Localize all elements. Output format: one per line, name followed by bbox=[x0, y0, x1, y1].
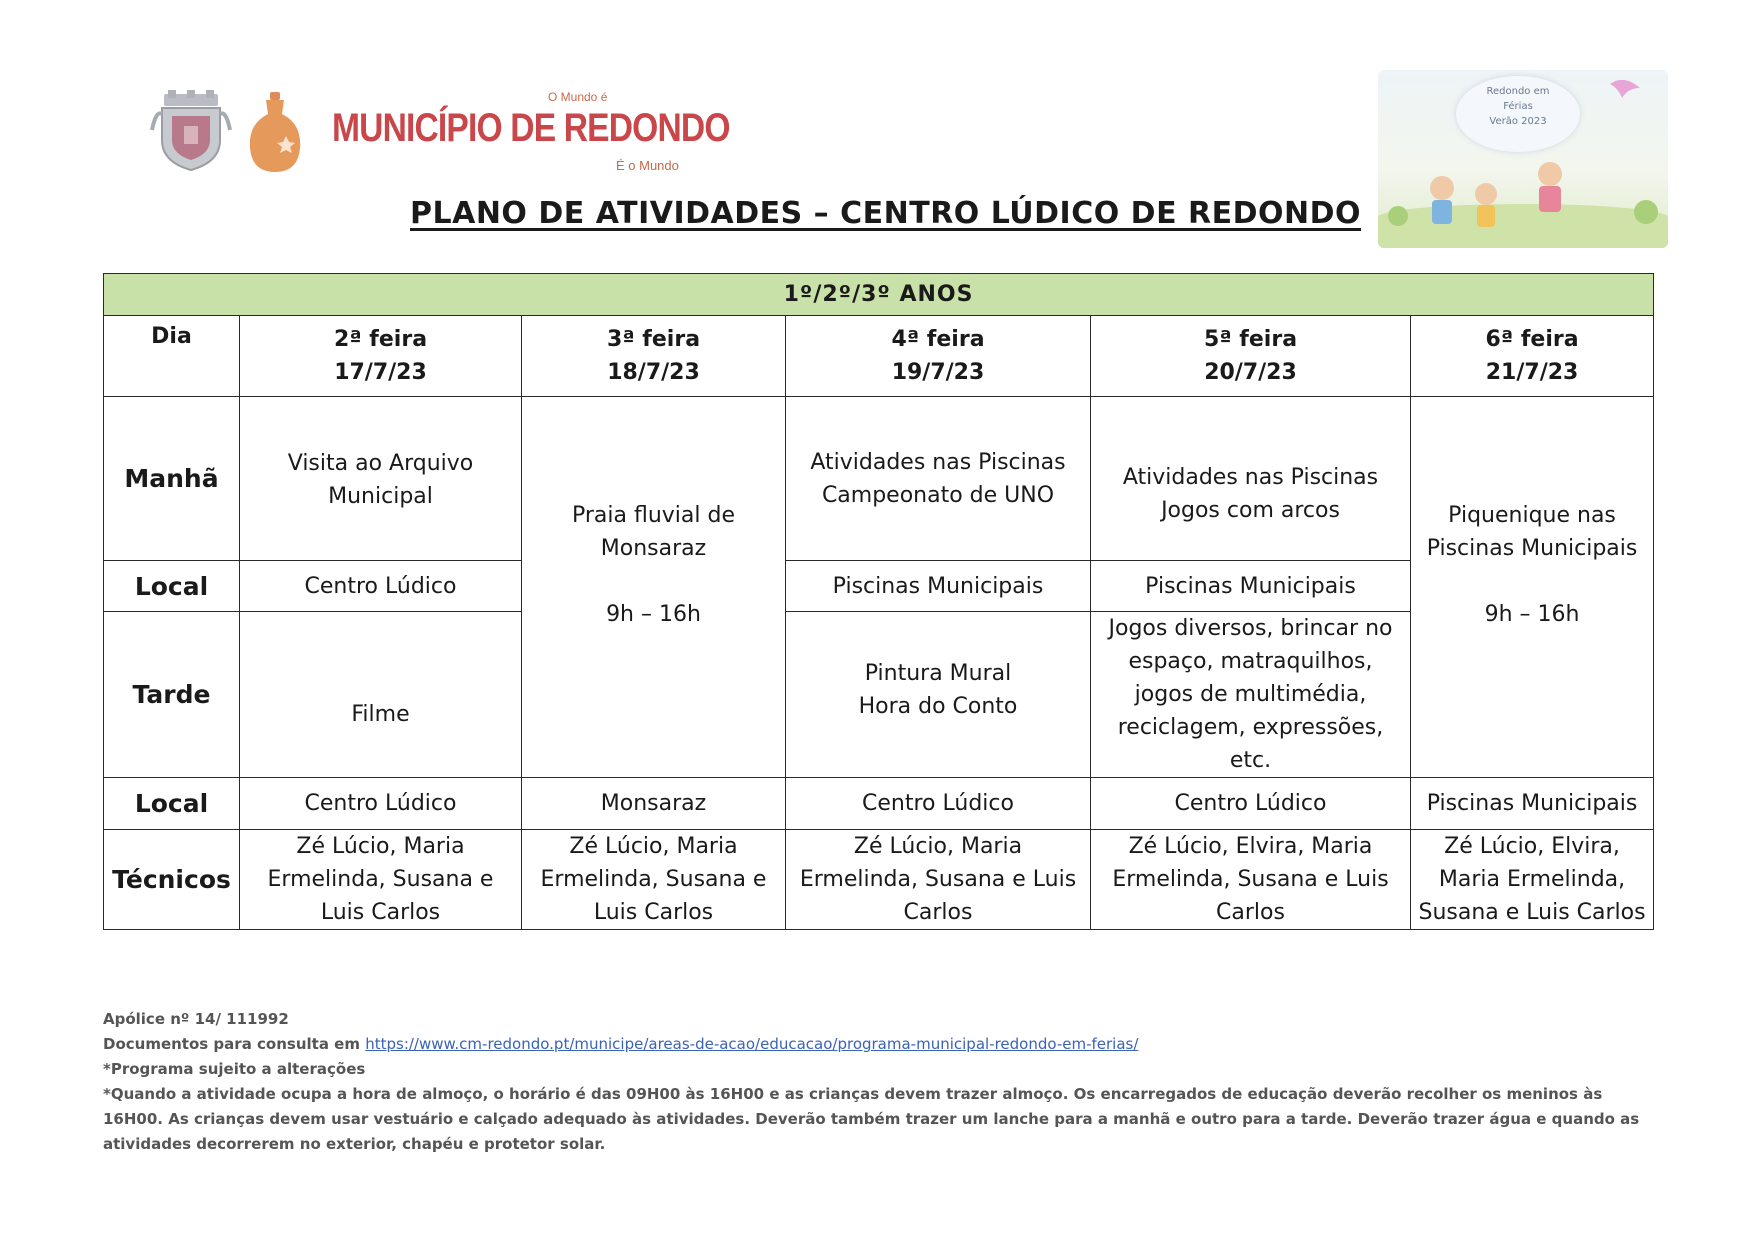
cell-line: Atividades nas Piscinas bbox=[1122, 464, 1379, 490]
activity-time: 9h – 16h bbox=[1484, 602, 1580, 627]
cell-line: Ermelinda, Susana e Luis bbox=[1112, 867, 1389, 892]
afternoon-location-mon: Centro Lúdico bbox=[240, 778, 522, 830]
poster-line: Férias bbox=[1503, 101, 1533, 112]
summer-holidays-poster bbox=[1378, 70, 1668, 248]
poster-line: Verão 2023 bbox=[1489, 116, 1547, 127]
documents-link[interactable]: https://www.cm-redondo.pt/municipe/areas-de-acao/educacao/programa-municipal-redondo-em-ferias/ bbox=[365, 1035, 1139, 1053]
cell-line: Ermelinda, Susana e Luis bbox=[799, 867, 1077, 892]
day-date: 20/7/23 bbox=[1204, 360, 1297, 385]
cell-line: Campeonato de UNO bbox=[821, 482, 1055, 508]
cell-line: Susana e Luis Carlos bbox=[1418, 900, 1646, 925]
full-day-activity-fri bbox=[1411, 397, 1654, 778]
children-illustration bbox=[1378, 70, 1668, 248]
lunch-note: *Quando a atividade ocupa a hora de almoço, o horário é das 09H00 às 16H00 e as crianças devem trazer almoço. Os encarregados de educação deverão recolher os meninos às 16H00. As crianças devem usar vestuário e calçado adequado às atividades. Deverão também trazer um lanche para a manhã e outro para a tarde. Deverão trazer água e quando as atividades decorrerem no exterior, chapéu e protetor solar. bbox=[103, 1085, 1640, 1153]
cell-line: reciclagem, expressões, bbox=[1117, 715, 1384, 740]
cell-line: Zé Lúcio, Maria bbox=[853, 834, 1023, 859]
cell-line: Luis Carlos bbox=[593, 900, 714, 925]
cell-line: Carlos bbox=[1216, 900, 1285, 925]
cell-line: espaço, matraquilhos, bbox=[1128, 649, 1373, 674]
technicians-tue bbox=[522, 830, 786, 930]
day-date: 19/7/23 bbox=[891, 360, 985, 385]
row-label-local: Local bbox=[104, 778, 240, 830]
cell-line: Ermelinda, Susana e bbox=[267, 867, 494, 892]
cell-line: Pintura Mural bbox=[864, 660, 1012, 686]
cell-line: Hora do Conto bbox=[858, 693, 1018, 719]
afternoon-location-thu: Centro Lúdico bbox=[1091, 778, 1411, 830]
cell-line: Piscinas Municipais bbox=[1426, 536, 1638, 561]
cell-line: Atividades nas Piscinas bbox=[810, 449, 1066, 475]
grade-header: 1º/2º/3º ANOS bbox=[104, 274, 1654, 316]
morning-location-thu: Piscinas Municipais bbox=[1091, 561, 1411, 612]
poster-line: Redondo em bbox=[1486, 86, 1550, 97]
morning-activity-mon bbox=[240, 397, 522, 561]
technicians-wed bbox=[786, 830, 1091, 930]
morning-location-mon: Centro Lúdico bbox=[240, 561, 522, 612]
cell-line: Monsaraz bbox=[600, 536, 707, 561]
technicians-mon bbox=[240, 830, 522, 930]
day-name: 2ª feira bbox=[333, 327, 428, 352]
row-label-afternoon: Tarde bbox=[104, 612, 240, 778]
day-date: 21/7/23 bbox=[1485, 360, 1579, 385]
footer-notes bbox=[103, 1007, 1658, 1157]
afternoon-location-tue: Monsaraz bbox=[522, 778, 786, 830]
coat-of-arms-icon bbox=[150, 90, 232, 172]
cell-line: Zé Lúcio, Elvira, Maria bbox=[1128, 834, 1373, 859]
afternoon-activity-thu bbox=[1091, 612, 1411, 778]
day-header-wed bbox=[786, 316, 1091, 397]
changes-note: *Programa sujeito a alterações bbox=[103, 1060, 366, 1078]
morning-location-wed: Piscinas Municipais bbox=[786, 561, 1091, 612]
day-header-fri bbox=[1411, 316, 1654, 397]
cell-line: Ermelinda, Susana e bbox=[540, 867, 767, 892]
day-column-header: Dia bbox=[104, 316, 240, 397]
morning-activity-thu bbox=[1091, 397, 1411, 561]
day-header-mon bbox=[240, 316, 522, 397]
activity-schedule-table bbox=[103, 273, 1654, 930]
afternoon-activity-mon: Filme bbox=[240, 612, 522, 778]
jar-logo-icon bbox=[246, 92, 304, 174]
day-header-tue bbox=[522, 316, 786, 397]
brand-tagline-bottom: É o Mundo bbox=[616, 158, 679, 173]
day-name: 6ª feira bbox=[1485, 327, 1579, 352]
row-label-local: Local bbox=[104, 561, 240, 612]
activity-time: 9h – 16h bbox=[606, 602, 701, 627]
cell-line: Praia fluvial de bbox=[571, 503, 735, 528]
cell-line: Zé Lúcio, Elvira, bbox=[1444, 834, 1620, 859]
cell-line: Visita ao Arquivo bbox=[287, 451, 474, 476]
full-day-activity-tue bbox=[522, 397, 786, 778]
cell-line: Jogos com arcos bbox=[1161, 497, 1340, 523]
afternoon-location-wed: Centro Lúdico bbox=[786, 778, 1091, 830]
page-title: PLANO DE ATIVIDADES – CENTRO LÚDICO DE REDONDO bbox=[410, 196, 1362, 231]
technicians-thu bbox=[1091, 830, 1411, 930]
documents-label: Documentos para consulta em bbox=[103, 1035, 360, 1053]
insurance-policy: Apólice nº 14/ 111992 bbox=[103, 1010, 289, 1028]
cell-line: jogos de multimédia, bbox=[1134, 682, 1367, 707]
municipality-name: MUNICÍPIO DE REDONDO bbox=[332, 106, 730, 150]
day-name: 3ª feira bbox=[606, 327, 701, 352]
documents-line bbox=[103, 1032, 1658, 1057]
cell-line: Zé Lúcio, Maria bbox=[569, 834, 738, 859]
afternoon-location-fri: Piscinas Municipais bbox=[1411, 778, 1654, 830]
cell-line: etc. bbox=[1229, 748, 1272, 773]
brand-tagline-top: O Mundo é bbox=[548, 90, 608, 104]
day-date: 18/7/23 bbox=[607, 360, 700, 385]
cell-line: Luis Carlos bbox=[320, 900, 441, 925]
day-header-thu bbox=[1091, 316, 1411, 397]
cell-line: Municipal bbox=[328, 484, 433, 509]
cell-line: Maria Ermelinda, bbox=[1438, 867, 1626, 892]
row-label-morning: Manhã bbox=[104, 397, 240, 561]
cell-line: Jogos diversos, brincar no bbox=[1108, 616, 1393, 641]
day-date: 17/7/23 bbox=[334, 360, 427, 385]
day-name: 4ª feira bbox=[891, 327, 985, 352]
day-name: 5ª feira bbox=[1203, 327, 1298, 352]
afternoon-activity-wed bbox=[786, 612, 1091, 778]
cell-line: Zé Lúcio, Maria bbox=[296, 834, 465, 859]
row-label-technicians: Técnicos bbox=[104, 830, 240, 930]
technicians-fri bbox=[1411, 830, 1654, 930]
morning-activity-wed bbox=[786, 397, 1091, 561]
cell-line: Piquenique nas bbox=[1448, 503, 1616, 528]
cell-line: Carlos bbox=[903, 900, 973, 925]
